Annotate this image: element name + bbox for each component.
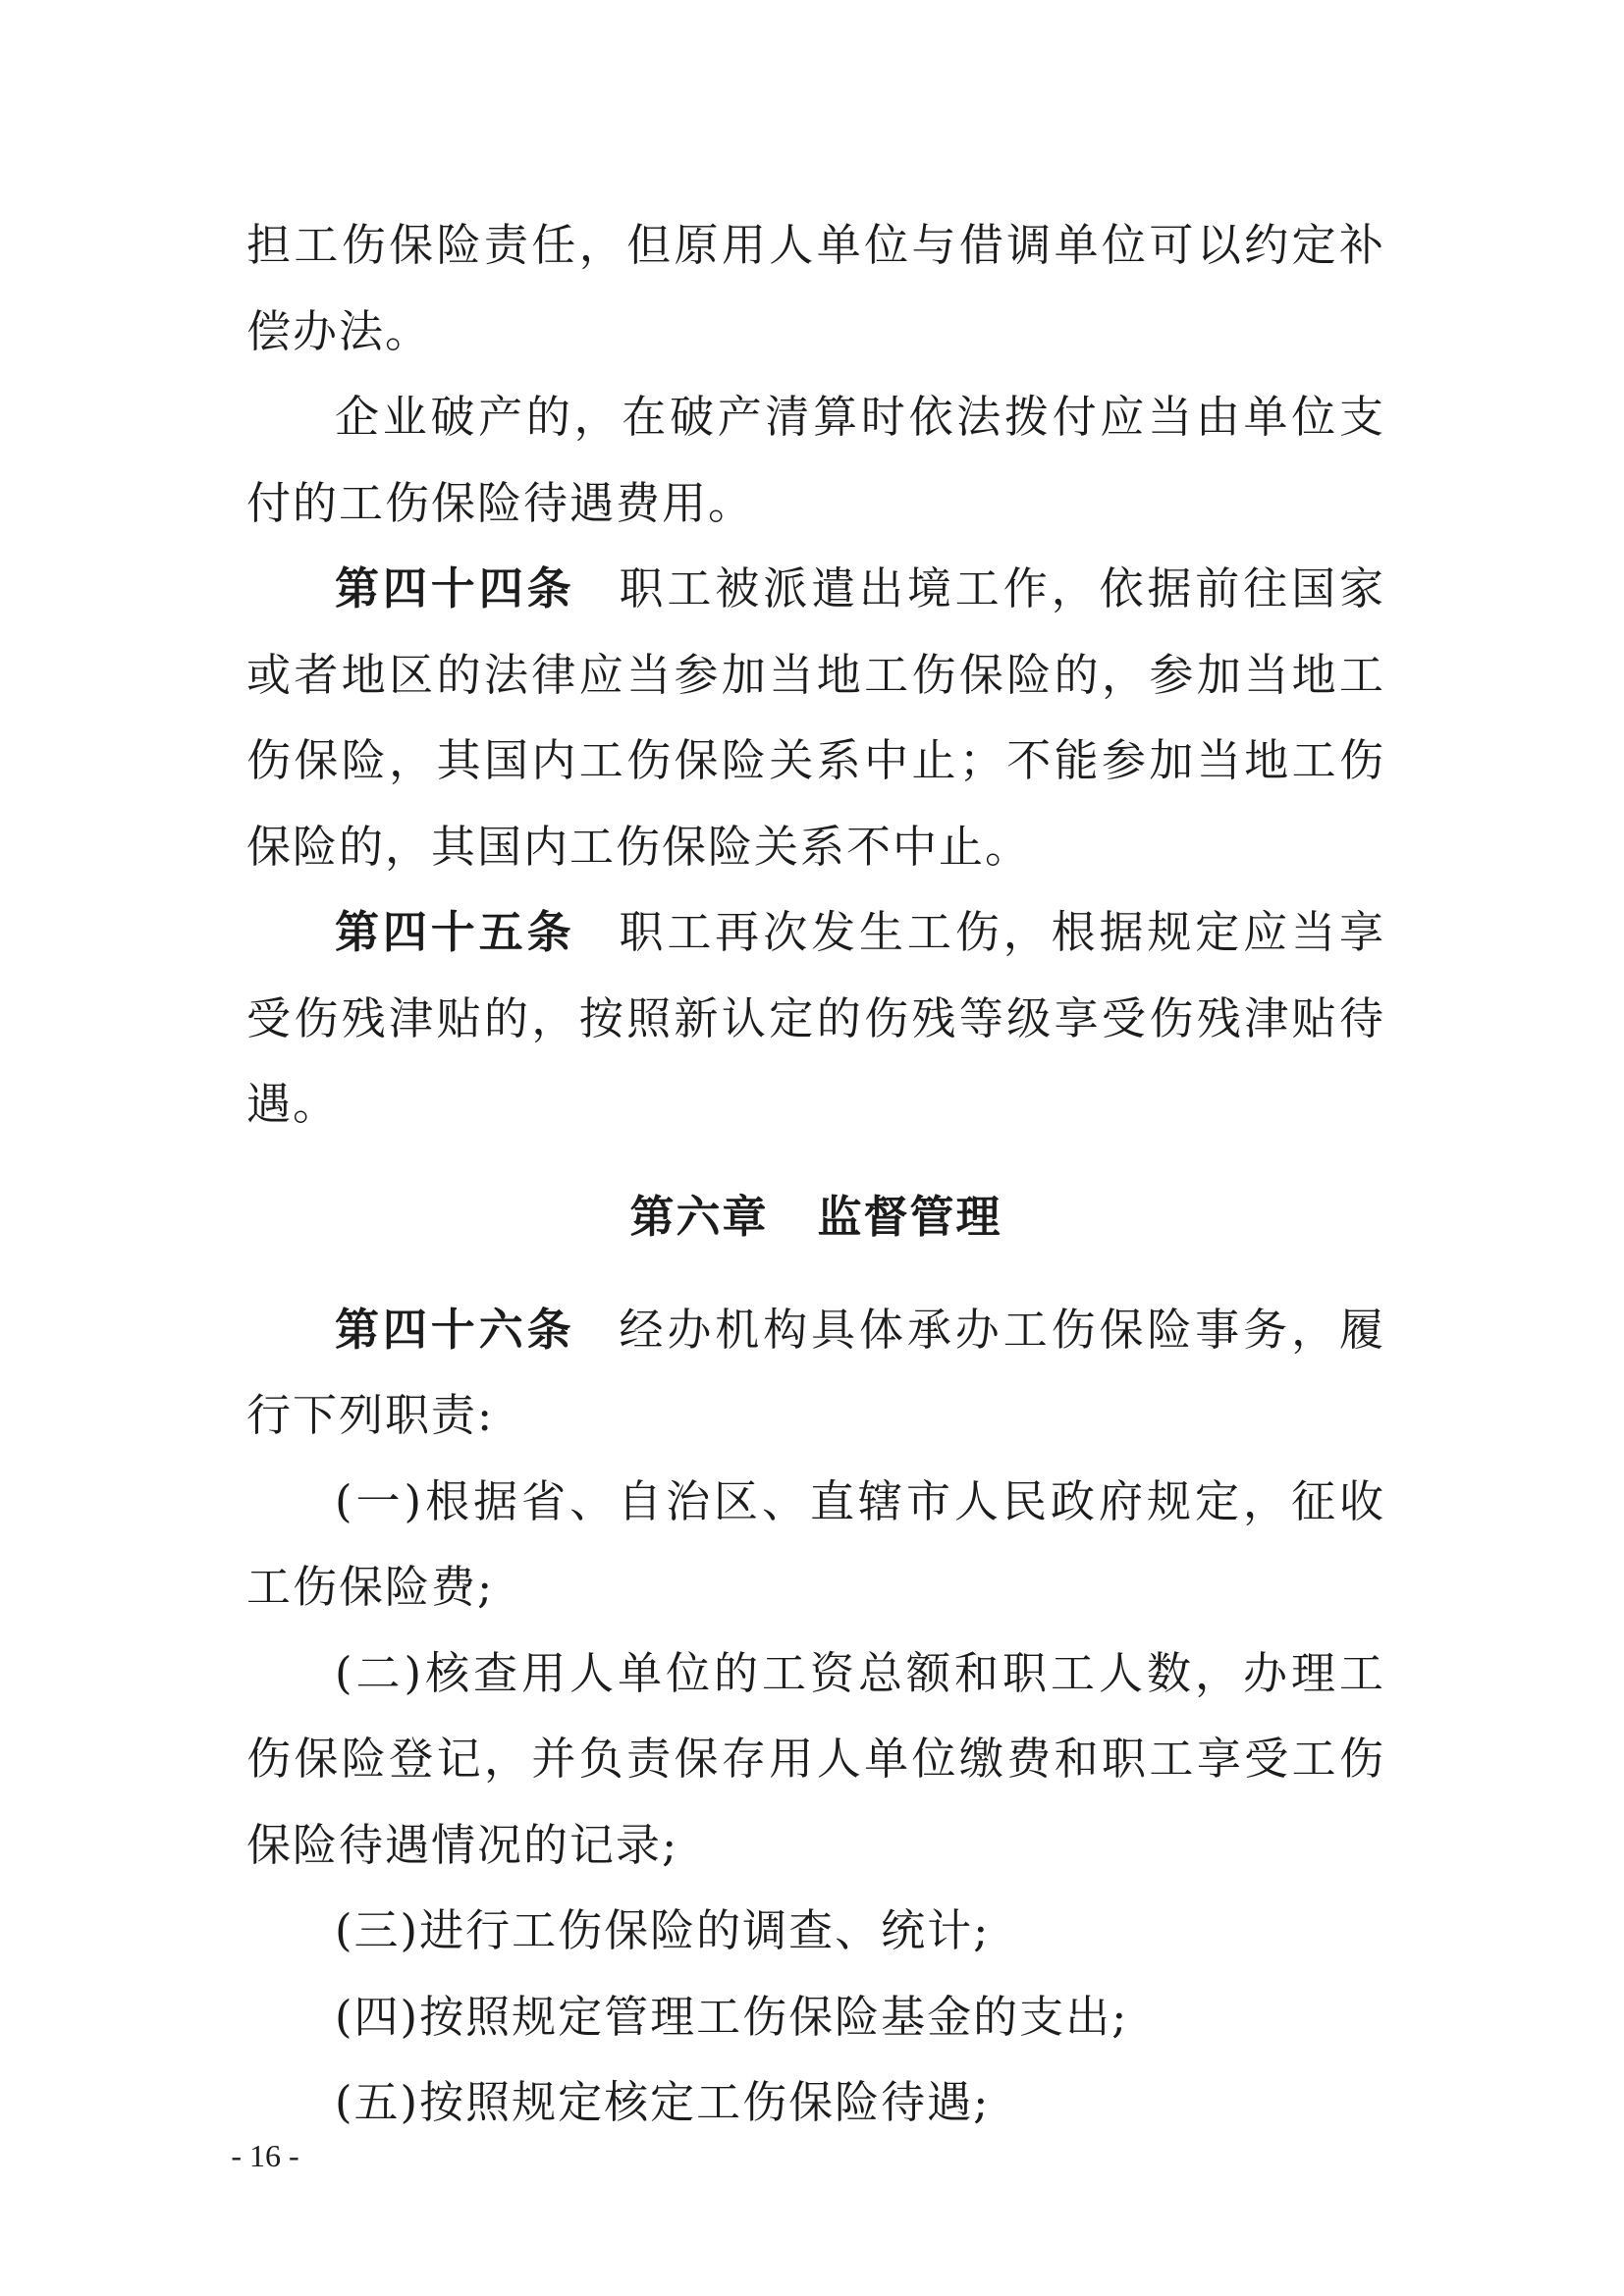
article-number: 第四十五条 [335, 906, 575, 958]
chapter-number: 第六章 [629, 1190, 769, 1243]
list-item-text: (二)核查用人单位的工资总额和职工人数，办理工伤保险登记，并负责保存用人单位缴费和职工享受工伤保险待遇情况的记录; [246, 1646, 1385, 1871]
chapter-title: 监督管理 [817, 1190, 1002, 1243]
article-44 [246, 546, 1385, 889]
page-number: - 16 - [231, 2138, 299, 2173]
article-number: 第四十六条 [335, 1303, 575, 1356]
list-item-text: (一)根据省、自治区、直辖市人民政府规定，征收工伤保险费; [246, 1474, 1385, 1613]
list-item-text: (五)按照规定核定工伤保险待遇; [335, 2076, 991, 2128]
article-text: 职工被派遣出境工作，依据前往国家或者地区的法律应当参加当地工伤保险的，参加当地工伤保险，其国内工伤保险关系中止；不能参加当地工伤保险的，其国内工伤保险关系不中止。 [246, 562, 1385, 873]
duty-item-3 [246, 1888, 1385, 1974]
paragraph-continuation [246, 202, 1385, 374]
article-46 [246, 1287, 1385, 1459]
duty-item-2 [246, 1630, 1385, 1889]
article-45 [246, 889, 1385, 1148]
duty-item-5 [246, 2059, 1385, 2146]
paragraph-text: 担工伤保险责任，但原用人单位与借调单位可以约定补偿办法。 [246, 219, 1385, 357]
duty-item-4 [246, 1974, 1385, 2060]
list-item-text: (四)按照规定管理工伤保险基金的支出; [335, 1990, 1129, 2043]
duty-item-1 [246, 1459, 1385, 1630]
article-text: 职工再次发生工伤，根据规定应当享受伤残津贴的，按照新认定的伤残等级享受伤残津贴待遇。 [246, 906, 1385, 1130]
article-number: 第四十四条 [335, 562, 575, 614]
article-text: 经办机构具体承办工伤保险事务，履行下列职责: [246, 1303, 1385, 1441]
body-text [246, 202, 1385, 2146]
paragraph-text: 企业破产的，在破产清算时依法拨付应当由单位支付的工伤保险待遇费用。 [246, 391, 1385, 529]
paragraph-bankruptcy [246, 374, 1385, 546]
list-item-text: (三)进行工伤保险的调查、统计; [335, 1904, 991, 1956]
chapter-heading [246, 1148, 1385, 1287]
